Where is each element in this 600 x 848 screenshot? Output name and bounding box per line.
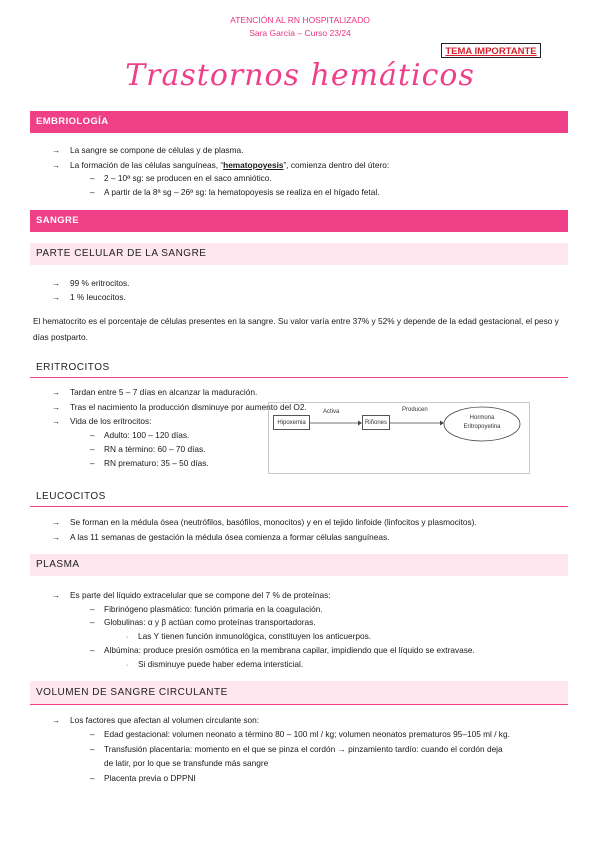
arrow-icon: → bbox=[52, 532, 61, 542]
list-item: → Tardan entre 5 – 7 días en alcanzar la maduración. bbox=[52, 387, 258, 397]
author-line: Sara García – Curso 23/24 bbox=[249, 28, 351, 38]
eritropoyetina-label: Eritropoyetina bbox=[463, 424, 501, 430]
list-item: → Se forman en la médula ósea (neutrófilos, basófilos, monocitos) y en el tejido linfoide (linfocitos y plasmocitos). bbox=[52, 517, 477, 527]
list-item: – Globulinas: α y β actúan como proteínas transportadoras. bbox=[90, 617, 316, 627]
list-item: – RN a término: 60 – 70 días. bbox=[90, 444, 206, 454]
arrow-icon: → bbox=[52, 387, 61, 397]
subsection-parte-celular: PARTE CELULAR DE LA SANGRE bbox=[30, 243, 568, 265]
list-item: – Edad gestacional: volumen neonato a término 80 – 100 ml / kg; volumen neonatos prematuros 95–105 ml / kg. bbox=[90, 729, 510, 739]
list-item: – Albúmina: produce presión osmótica en la membrana capilar, impidiendo que el líquido se extravase. bbox=[90, 645, 475, 655]
diagram-frame bbox=[268, 402, 530, 474]
arrow-icon: → bbox=[52, 416, 61, 426]
course-header: ATENCIÓN AL RN HOSPITALIZADO bbox=[230, 15, 370, 25]
list-item: → La sangre se compone de células y de plasma. bbox=[52, 145, 244, 155]
hematocrito-paragraph: El hematocrito es el porcentaje de células presentes en la sangre. Su valor varía entre 37% y 52% y depende de la edad gestacional, el peso y días postparto. bbox=[33, 316, 559, 342]
arrow-icon: → bbox=[52, 145, 61, 155]
list-item: → Es parte del líquido extracelular que se compone del 7 % de proteínas: bbox=[52, 590, 331, 600]
subsection-volumen: VOLUMEN DE SANGRE CIRCULANTE bbox=[30, 681, 568, 705]
list-item: – Fibrinógeno plasmático: función primaria en la coagulación. bbox=[90, 604, 323, 614]
list-item: – 2 – 10ª sg: se producen en el saco amniótico. bbox=[90, 173, 272, 183]
list-item: de latir, por lo que se transfunde más sangre bbox=[104, 758, 269, 768]
section-embriologia: EMBRIOLOGÍA bbox=[30, 111, 568, 133]
rinones-box: Riñones bbox=[362, 415, 390, 430]
list-item: · Si disminuye puede haber edema intersticial. bbox=[126, 659, 304, 669]
list-item: → Los factores que afectan al volumen circulante son: bbox=[52, 715, 260, 725]
activa-label: Activa bbox=[323, 409, 340, 415]
subsection-plasma: PLASMA bbox=[30, 554, 568, 576]
list-item: – Transfusión placentaria: momento en el que se pinza el cordón → pinzamiento tardío: cuando el cordón deja bbox=[90, 744, 503, 754]
list-item: · Las Y tienen función inmunológica, constituyen los anticuerpos. bbox=[126, 631, 372, 641]
subsection-eritrocitos: ERITROCITOS bbox=[30, 358, 568, 378]
producen-label: Producen bbox=[402, 407, 428, 413]
hipoxemia-box: Hipoxemia bbox=[273, 415, 310, 430]
section-sangre: SANGRE bbox=[30, 210, 568, 232]
hormona-label: Hormona bbox=[469, 415, 495, 421]
list-item: – Placenta previa o DPPNI bbox=[90, 773, 196, 783]
list-item: → 99 % eritrocitos. bbox=[52, 278, 130, 288]
page-title: Trastornos hemáticos bbox=[125, 58, 475, 93]
arrow-icon: → bbox=[52, 517, 61, 527]
subsection-leucocitos: LEUCOCITOS bbox=[30, 487, 568, 507]
list-item: → 1 % leucocitos. bbox=[52, 292, 126, 302]
list-item: → Tras el nacimiento la producción disminuye por aumento del O2. bbox=[52, 402, 307, 412]
eritropoyetina-diagram bbox=[268, 402, 530, 474]
arrow-icon: → bbox=[52, 278, 61, 288]
list-item: – Adulto: 100 – 120 días. bbox=[90, 430, 190, 440]
list-item: → Vida de los eritrocitos: bbox=[52, 416, 152, 426]
arrow-icon: → bbox=[52, 402, 61, 412]
arrow-icon: → bbox=[52, 160, 61, 170]
list-item: → La formación de las células sanguíneas, “hematopoyesis”, comienza dentro del útero: bbox=[52, 160, 390, 170]
list-item: – A partir de la 8ª sg – 26ª sg: la hematopoyesis se realiza en el hígado fetal. bbox=[90, 187, 380, 197]
list-item: → A las 11 semanas de gestación la médula ósea comienza a formar células sanguíneas. bbox=[52, 532, 390, 542]
hematopoyesis-term: hematopoyesis bbox=[223, 160, 284, 170]
important-badge: TEMA IMPORTANTE bbox=[441, 43, 541, 58]
list-item: – RN prematuro: 35 – 50 días. bbox=[90, 458, 209, 468]
arrow-icon: → bbox=[52, 292, 61, 302]
arrow-icon: → bbox=[52, 590, 61, 600]
arrow-icon: → bbox=[52, 715, 61, 725]
